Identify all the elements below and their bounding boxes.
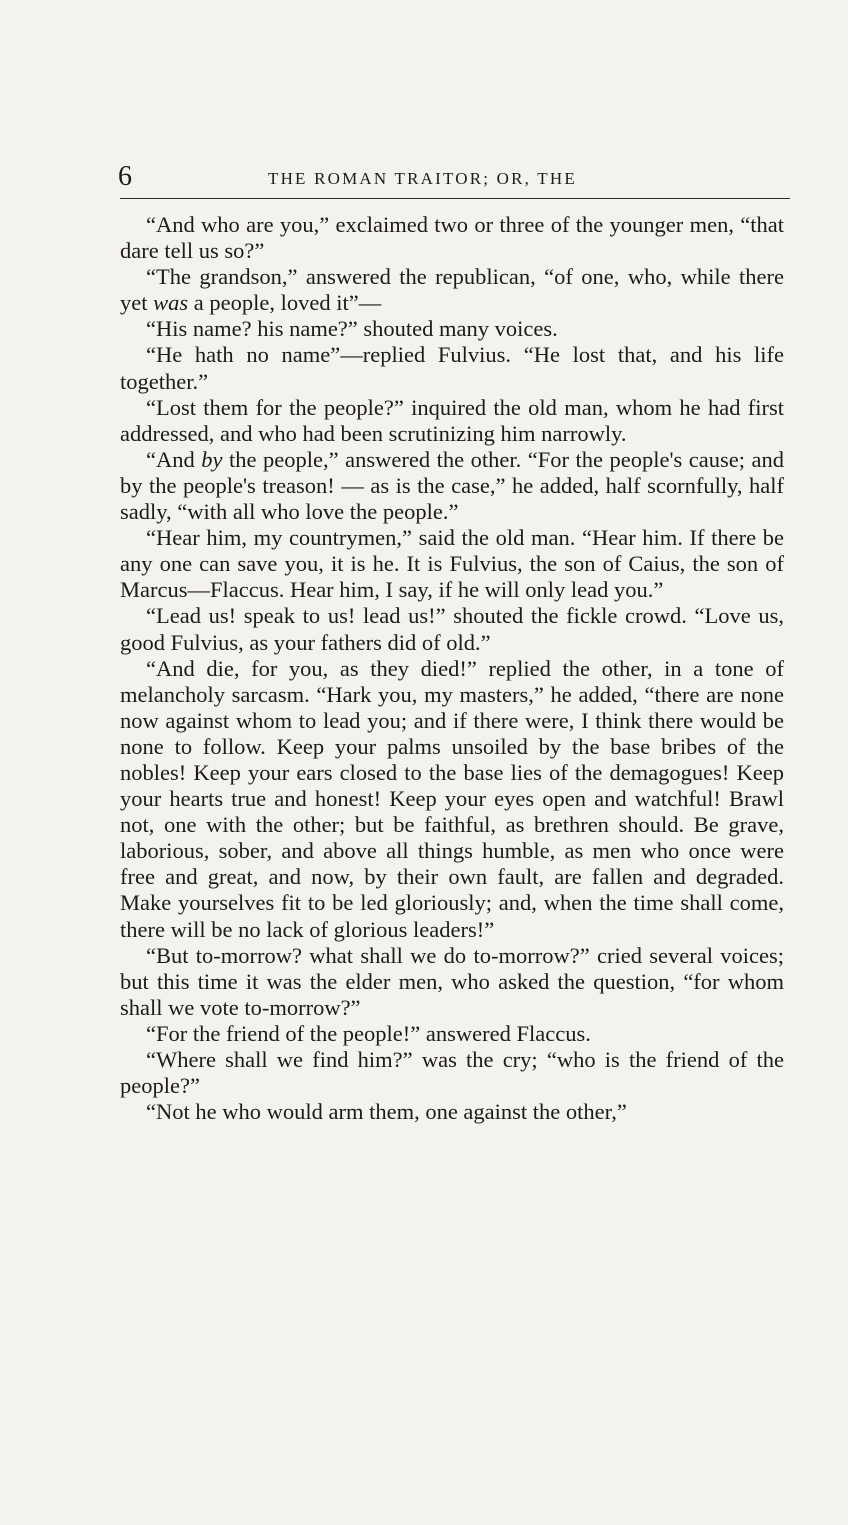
text-span: “The grandson,” answered the republican, “of one, who, while there yet <box>120 264 784 316</box>
header-rule <box>120 198 790 199</box>
paragraph <box>120 316 784 342</box>
paragraph <box>120 943 784 1021</box>
paragraph <box>120 212 784 264</box>
paragraph <box>120 447 784 525</box>
paragraph <box>120 1021 784 1047</box>
body-text <box>120 212 784 1125</box>
paragraph <box>120 1047 784 1099</box>
text-span: the people,” answered the other. “For the people's cause; and by the people's treason! — as is the case,” he added, half scornfully, half sadly, “with all who love the people.” <box>120 446 784 525</box>
paragraph <box>120 603 784 655</box>
text-span: a people, loved it”— <box>188 290 382 316</box>
page-number: 6 <box>118 161 132 192</box>
paragraph <box>120 264 784 316</box>
text-span: “Not he who would arm them, one against the other,” <box>146 1099 627 1125</box>
paragraph <box>120 1099 784 1125</box>
italic-span: by <box>201 446 223 472</box>
paragraph <box>120 656 784 943</box>
text-span: “For the friend of the people!” answered Flaccus. <box>146 1020 591 1046</box>
page-header <box>118 160 780 194</box>
text-span: “But to-morrow? what shall we do to-morrow?” cried several voices; but this time it was the elder men, who asked the question, “for whom shall we vote to-morrow?” <box>120 942 784 1020</box>
paragraph <box>120 395 784 447</box>
italic-span: was <box>153 290 189 316</box>
text-span: “He hath no name”—replied Fulvius. “He lost that, and his life together.” <box>120 342 784 394</box>
running-title: THE ROMAN TRAITOR; OR, THE <box>268 169 577 188</box>
text-span: “His name? his name?” shouted many voices. <box>146 316 558 342</box>
paragraph <box>120 525 784 603</box>
text-span: “And who are you,” exclaimed two or three of the younger men, “that dare tell us so?” <box>120 212 784 264</box>
text-span: “Where shall we find him?” was the cry; “who is the friend of the people?” <box>120 1047 784 1099</box>
text-span: “And <box>146 446 202 472</box>
paragraph <box>120 342 784 394</box>
text-span: “Lead us! speak to us! lead us!” shouted the fickle crowd. “Love us, good Fulvius, as your fathers did of old.” <box>120 603 784 655</box>
text-span: “And die, for you, as they died!” replied the other, in a tone of melancholy sarcasm. “Hark you, my masters,” he added, “there are none now against whom to lead you; and if there were, I think there would be none to follow. Keep your palms unsoiled by the base bribes of the nobles! Keep your ears closed to the base lies of the demagogues! Keep your hearts true and honest! Keep your eyes open and watchful! Brawl not, one with the other; but be faithful, as brethren should. Be grave, laborious, sober, and above all things humble, as men who once were free and great, and now, by their own fault, are fallen and degraded. Make yourselves fit to be led gloriously; and, when the time shall come, there will be no lack of glorious leaders!” <box>120 655 784 942</box>
text-span: “Hear him, my countrymen,” said the old man. “Hear him. If there be any one can save you, it is he. It is Fulvius, the son of Caius, the son of Marcus—Flaccus. Hear him, I say, if he will only lead you.” <box>120 525 784 603</box>
text-span: “Lost them for the people?” inquired the old man, whom he had first addressed, and who had been scrutinizing him narrowly. <box>120 394 784 446</box>
